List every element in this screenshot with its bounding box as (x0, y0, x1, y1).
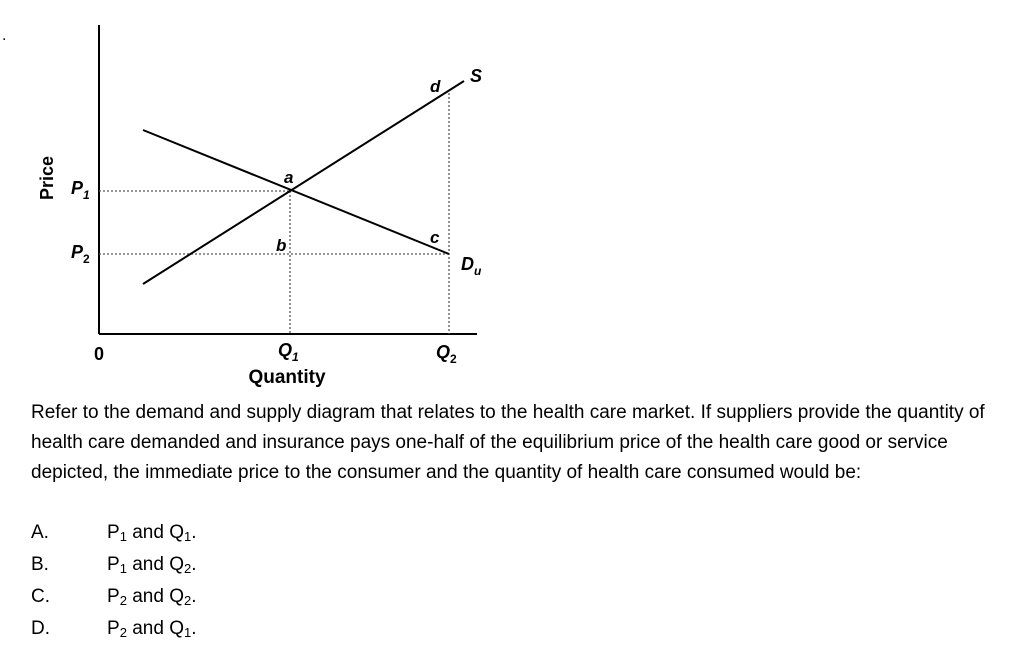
point-c-label: c (430, 228, 440, 247)
option-c[interactable] (31, 581, 196, 613)
demand-label: $D_u$ (461, 254, 482, 278)
option-letter: D. (31, 618, 50, 639)
stray-dot: . (2, 27, 7, 44)
option-letter: B. (31, 554, 49, 575)
option-a[interactable] (31, 517, 196, 549)
point-b-label: b (276, 236, 287, 255)
option-letter: A. (31, 522, 49, 543)
option-d[interactable] (31, 613, 196, 645)
q1-label: $Q_1$ (278, 340, 299, 364)
origin-label: 0 (93, 344, 105, 364)
option-b[interactable] (31, 549, 196, 581)
x-axis-label: Quantity (248, 367, 326, 388)
point-d-label: d (430, 77, 441, 96)
supply-label: S (470, 66, 483, 86)
option-text: $P_2$ and $Q_1$. (107, 618, 197, 640)
point-a-label: a (284, 168, 294, 187)
q2-label: $Q_2$ (436, 342, 457, 366)
p2-label: $P_2$ (71, 242, 90, 266)
question-text: Refer to the demand and supply diagram that relates to the health care market. If suppliers provide the quantity of health care demanded and insurance pays one-half of the equilibrium price of the health care good or service depicted, the immediate price to the consumer and the quantity of health care consumed would be: (31, 402, 985, 483)
answer-options (31, 517, 196, 645)
option-text: $P_1$ and $Q_1$. (107, 522, 197, 544)
demand-curve (143, 130, 449, 254)
option-letter: C. (31, 586, 50, 607)
option-text: $P_1$ and $Q_2$. (107, 554, 197, 576)
option-text: $P_2$ and $Q_2$. (107, 586, 197, 608)
p1-label: $P_1$ (71, 178, 90, 202)
y-axis-label: Price (37, 155, 57, 201)
